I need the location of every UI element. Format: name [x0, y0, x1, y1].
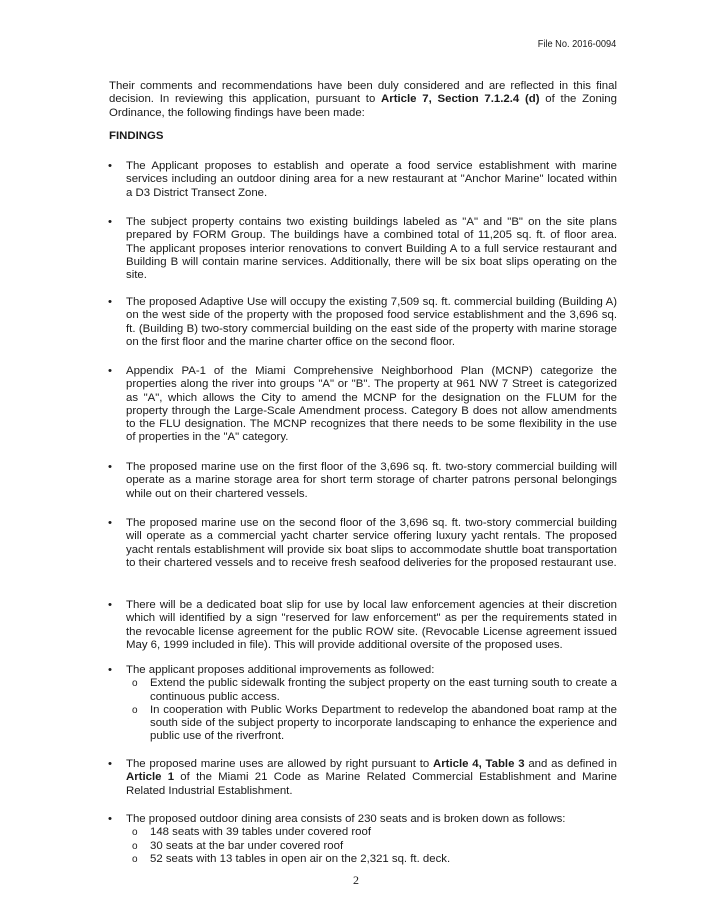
finding-item: • Appendix PA-1 of the Miami Comprehensive Neighborhood Plan (MCNP) categorize the properties along the river into groups "A" or "B". The property at 961 NW 7 Street is categorized as "A", which allows the City to amend the MCNP for the designation on the FLUM for the property through the Large-Scale Amendment process. Category B does not allow amendments to the FLU designation. The MCNP recognizes that there needs to be some flexibility in the use of properties in the "A" category. [108, 365, 617, 444]
finding-item: • The proposed Adaptive Use will occupy the existing 7,509 sq. ft. commercial building (Building A) on the west side of the property with the proposed food service establishment and the 3,696 sq. ft. (Building B) two-story commercial building on the east side of the property with marine storage on the first floor and the marine charter office on the second floor. [108, 296, 617, 348]
finding-item: • The proposed marine uses are allowed by right pursuant to Article 4, Table 3 and as defined in Article 1 of the Miami 21 Code as Marine Related Commercial Establishment and Marine Related Industrial Establishment. [108, 758, 617, 797]
circle-bullet-icon: o [132, 840, 138, 852]
circle-bullet-icon: o [132, 853, 138, 865]
bullet-icon: • [108, 758, 112, 770]
finding-item: • The proposed marine use on the first floor of the 3,696 sq. ft. two-story commercial building will operate as a marine storage area for short term storage of charter patrons personal belongings while out on their chartered vessels. [108, 461, 617, 500]
intro-paragraph: Their comments and recommendations have been duly considered and are reflected in this final decision. In reviewing this application, pursuant to Article 7, Section 7.1.2.4 (d) of the Zoning Ordinance, the following findings have been made: [109, 80, 617, 119]
circle-bullet-icon: o [132, 827, 138, 839]
finding-item: • The proposed marine use on the second floor of the 3,696 sq. ft. two-story commercial building will operate as a commercial yacht charter service offering luxury yacht rentals. The proposed yacht rentals establishment will provide six boat slips to accommodate shuttle boat transportation to their chartered vessels and to receive fresh seafood deliveries for the proposed restaurant use. [108, 517, 617, 569]
finding-item: • The Applicant proposes to establish and operate a food service establishment with marine services including an outdoor dining area for a new restaurant at "Anchor Marine" located within a D3 District Transect Zone. [108, 160, 617, 199]
bullet-icon: • [108, 813, 112, 825]
bullet-icon: • [108, 365, 112, 377]
bullet-icon: • [108, 160, 112, 172]
sub-item: o Extend the public sidewalk fronting the subject property on the east turning south to create a continuous public access. [132, 677, 617, 703]
bullet-icon: • [108, 296, 112, 308]
finding-item: • The subject property contains two existing buildings labeled as "A" and "B" on the site plans prepared by FORM Group. The buildings have a combined total of 11,205 sq. ft. of floor area. The applicant proposes interior renovations to convert Building A to a full service restaurant and Building B will contain marine services. Additionally, there will be six boat slips operating on the site. [108, 216, 617, 282]
finding-item: • There will be a dedicated boat slip for use by local law enforcement agencies at their discretion which will identified by a sign "reserved for law enforcement" as per the requirements stated in the revocable license agreement for the public ROW site. (Revocable License agreement issued May 6, 1999 included in file). This will provide additional oversite of the proposed uses. [108, 599, 617, 651]
bullet-icon: • [108, 461, 112, 473]
finding-item: • The proposed outdoor dining area consists of 230 seats and is broken down as follows: o 148 seats with 39 tables under covered roof o 30 seats at the bar under covered roof o 52 seats with 13 tables in open air on the 2,321 sq. ft. deck. [109, 813, 617, 866]
bullet-icon: • [108, 517, 112, 529]
bullet-icon: • [108, 216, 112, 228]
bullet-icon: • [108, 664, 112, 676]
circle-bullet-icon: o [132, 678, 138, 690]
sub-item: o 148 seats with 39 tables under covered roof [132, 826, 371, 839]
bullet-icon: • [108, 599, 112, 611]
circle-bullet-icon: o [132, 704, 138, 716]
sub-item: o 30 seats at the bar under covered roof [132, 839, 344, 852]
page-number: 2 [353, 873, 359, 887]
sub-item: o 52 seats with 13 tables in open air on the 2,321 sq. ft. deck. [132, 852, 451, 865]
findings-heading: FINDINGS [109, 130, 164, 142]
file-number: File No. 2016-0094 [537, 38, 616, 50]
finding-item: • The applicant proposes additional improvements as followed: o Extend the public sidewalk fronting the subject property on the east turning south to create a continuous public access. o In cooperation with Public Works Department to redevelop the abandoned boat ramp at the south side of the subject property to incorporate landscaping to enhance the experience and public use of the riverfront. [108, 664, 617, 743]
sub-item: o In cooperation with Public Works Department to redevelop the abandoned boat ramp at the south side of the subject property to incorporate landscaping to enhance the experience and public use of the riverfront. [132, 703, 617, 743]
